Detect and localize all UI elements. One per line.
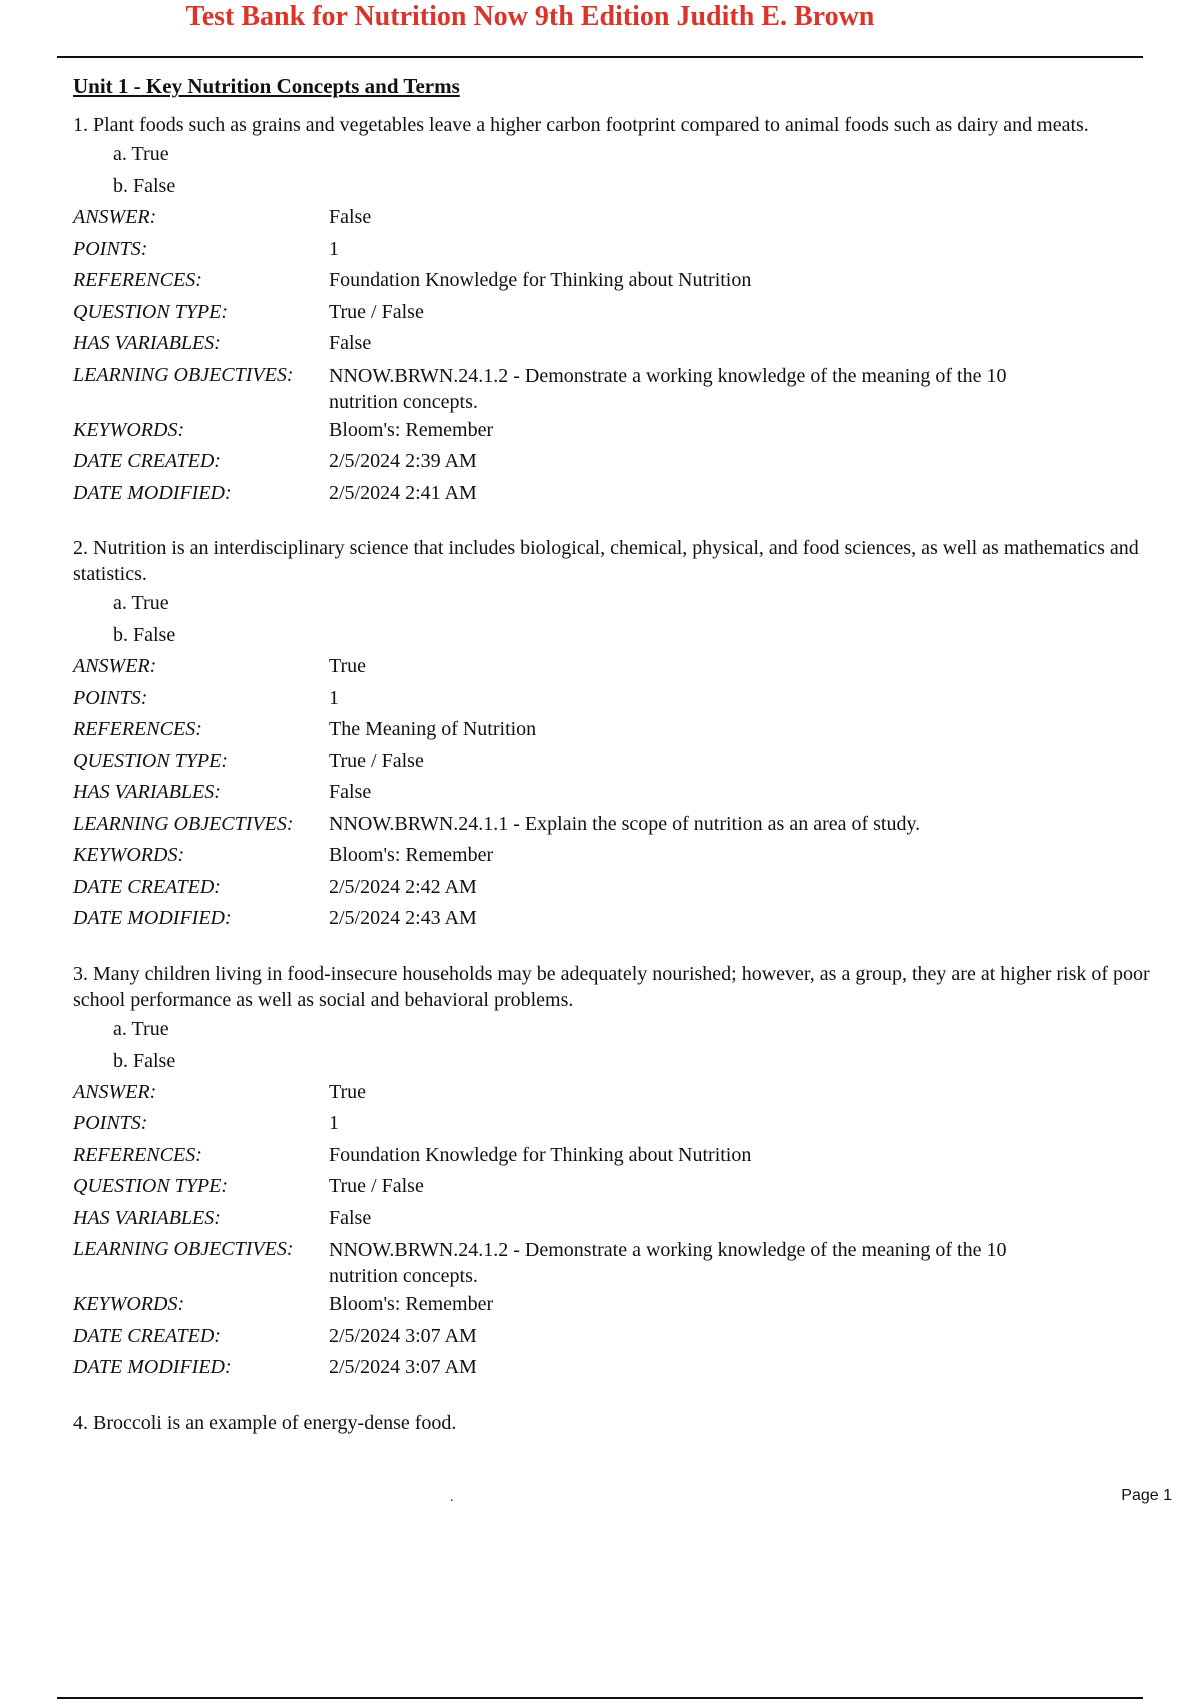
has-variables-row xyxy=(73,328,1163,360)
references-value: Foundation Knowledge for Thinking about Nutrition xyxy=(329,1143,752,1166)
date-modified-label: DATE MODIFIED: xyxy=(73,907,232,929)
date-modified-row xyxy=(73,903,1163,935)
answer-row xyxy=(73,1077,1163,1109)
keywords-row xyxy=(73,415,1163,447)
points-label: POINTS: xyxy=(73,1112,148,1134)
answer-label: ANSWER: xyxy=(73,1080,157,1103)
date-modified-row xyxy=(73,478,1163,510)
option-false: b. False xyxy=(113,175,176,197)
question-type-row xyxy=(73,297,1163,329)
document-body xyxy=(73,72,1163,1436)
has-variables-label: HAS VARIABLES: xyxy=(73,781,221,803)
keywords-label: KEYWORDS: xyxy=(73,1293,185,1315)
answer-value: False xyxy=(329,206,372,228)
points-value: 1 xyxy=(329,1112,339,1134)
date-created-value: 2/5/2024 2:39 AM xyxy=(329,450,477,472)
learning-objectives-value: NNOW.BRWN.24.1.2 - Demonstrate a working knowledge of the meaning of the 10 nutrition concepts. xyxy=(329,364,1007,413)
references-value: The Meaning of Nutrition xyxy=(329,718,537,740)
date-created-label: DATE CREATED: xyxy=(73,875,221,898)
question-type-row xyxy=(73,746,1163,778)
option-true: a. True xyxy=(113,143,169,165)
references-row xyxy=(73,1140,1163,1172)
answer-label: ANSWER: xyxy=(73,206,157,228)
question-type-row xyxy=(73,1171,1163,1203)
date-modified-row xyxy=(73,1352,1163,1384)
keywords-label: KEYWORDS: xyxy=(73,418,185,441)
question-2 xyxy=(73,535,1163,935)
question-type-label: QUESTION TYPE: xyxy=(73,1175,229,1197)
date-modified-value: 2/5/2024 2:43 AM xyxy=(329,907,477,929)
date-modified-value: 2/5/2024 2:41 AM xyxy=(329,481,477,504)
footer-divider xyxy=(57,1697,1143,1699)
date-created-value: 2/5/2024 2:42 AM xyxy=(329,875,477,898)
question-text: 3. Many children living in food-insecure households may be adequately nourished; however, as a group, they are at higher risk of poor school performance as well as social and behavioral problems. xyxy=(73,962,1150,1011)
date-created-label: DATE CREATED: xyxy=(73,450,221,472)
references-row xyxy=(73,714,1163,746)
question-type-value: True / False xyxy=(329,300,424,323)
references-label: REFERENCES: xyxy=(73,1143,202,1166)
learning-objectives-label: LEARNING OBJECTIVES: xyxy=(73,363,294,386)
answer-value: True xyxy=(329,1080,367,1103)
date-created-label: DATE CREATED: xyxy=(73,1324,221,1347)
date-created-value: 2/5/2024 3:07 AM xyxy=(329,1324,477,1347)
learning-objectives-row xyxy=(73,360,1163,415)
learning-objectives-row xyxy=(73,1234,1163,1289)
date-created-row xyxy=(73,446,1163,478)
learning-objectives-value: NNOW.BRWN.24.1.1 - Explain the scope of nutrition as an area of study. xyxy=(329,812,921,835)
option-false: b. False xyxy=(113,624,176,646)
option-false: b. False xyxy=(113,1049,176,1072)
points-value: 1 xyxy=(329,686,339,709)
references-value: Foundation Knowledge for Thinking about Nutrition xyxy=(329,269,752,291)
date-modified-label: DATE MODIFIED: xyxy=(73,1356,232,1378)
points-value: 1 xyxy=(329,237,339,260)
document-title: Test Bank for Nutrition Now 9th Edition Judith E. Brown xyxy=(185,1,875,32)
question-type-value: True / False xyxy=(329,749,424,772)
points-row xyxy=(73,234,1163,266)
has-variables-row xyxy=(73,1203,1163,1235)
has-variables-row xyxy=(73,777,1163,809)
keywords-row xyxy=(73,840,1163,872)
answer-row xyxy=(73,651,1163,683)
keywords-label: KEYWORDS: xyxy=(73,844,185,866)
keywords-value: Bloom's: Remember xyxy=(329,844,494,866)
answer-value: True xyxy=(329,655,367,677)
has-variables-value: False xyxy=(329,1206,372,1229)
date-created-row xyxy=(73,872,1163,904)
page-number: Page 1 xyxy=(1121,1487,1172,1504)
answer-row xyxy=(73,202,1163,234)
question-type-label: QUESTION TYPE: xyxy=(73,749,229,772)
has-variables-label: HAS VARIABLES: xyxy=(73,332,221,354)
points-label: POINTS: xyxy=(73,686,148,709)
keywords-value: Bloom's: Remember xyxy=(329,418,494,441)
unit-heading: Unit 1 - Key Nutrition Concepts and Terms xyxy=(73,74,460,98)
option-true: a. True xyxy=(113,1017,169,1040)
references-label: REFERENCES: xyxy=(73,269,202,291)
header-divider xyxy=(57,56,1143,58)
footer-dot: . xyxy=(450,1490,454,1505)
question-1 xyxy=(73,112,1163,509)
question-type-label: QUESTION TYPE: xyxy=(73,300,229,323)
keywords-value: Bloom's: Remember xyxy=(329,1293,494,1315)
question-type-value: True / False xyxy=(329,1175,424,1197)
answer-label: ANSWER: xyxy=(73,655,157,677)
date-modified-value: 2/5/2024 3:07 AM xyxy=(329,1356,477,1378)
points-row xyxy=(73,1108,1163,1140)
keywords-row xyxy=(73,1289,1163,1321)
references-row xyxy=(73,265,1163,297)
references-label: REFERENCES: xyxy=(73,718,202,740)
date-created-row xyxy=(73,1321,1163,1353)
has-variables-value: False xyxy=(329,781,372,803)
learning-objectives-value: NNOW.BRWN.24.1.2 - Demonstrate a working knowledge of the meaning of the 10 nutrition concepts. xyxy=(329,1239,1007,1287)
has-variables-label: HAS VARIABLES: xyxy=(73,1206,221,1229)
question-text: 2. Nutrition is an interdisciplinary science that includes biological, chemical, physical, and food sciences, as well as mathematics and statistics. xyxy=(73,537,1139,585)
learning-objectives-label: LEARNING OBJECTIVES: xyxy=(73,1238,294,1260)
points-row xyxy=(73,683,1163,715)
option-true: a. True xyxy=(113,592,169,614)
learning-objectives-row xyxy=(73,809,1163,841)
question-text: 1. Plant foods such as grains and vegetables leave a higher carbon footprint compared to animal foods such as dairy and meats. xyxy=(73,114,1089,136)
has-variables-value: False xyxy=(329,332,372,354)
points-label: POINTS: xyxy=(73,237,148,260)
date-modified-label: DATE MODIFIED: xyxy=(73,481,232,504)
learning-objectives-label: LEARNING OBJECTIVES: xyxy=(73,812,294,835)
question-3 xyxy=(73,961,1163,1384)
question-4-text: 4. Broccoli is an example of energy-dense food. xyxy=(73,1411,457,1434)
